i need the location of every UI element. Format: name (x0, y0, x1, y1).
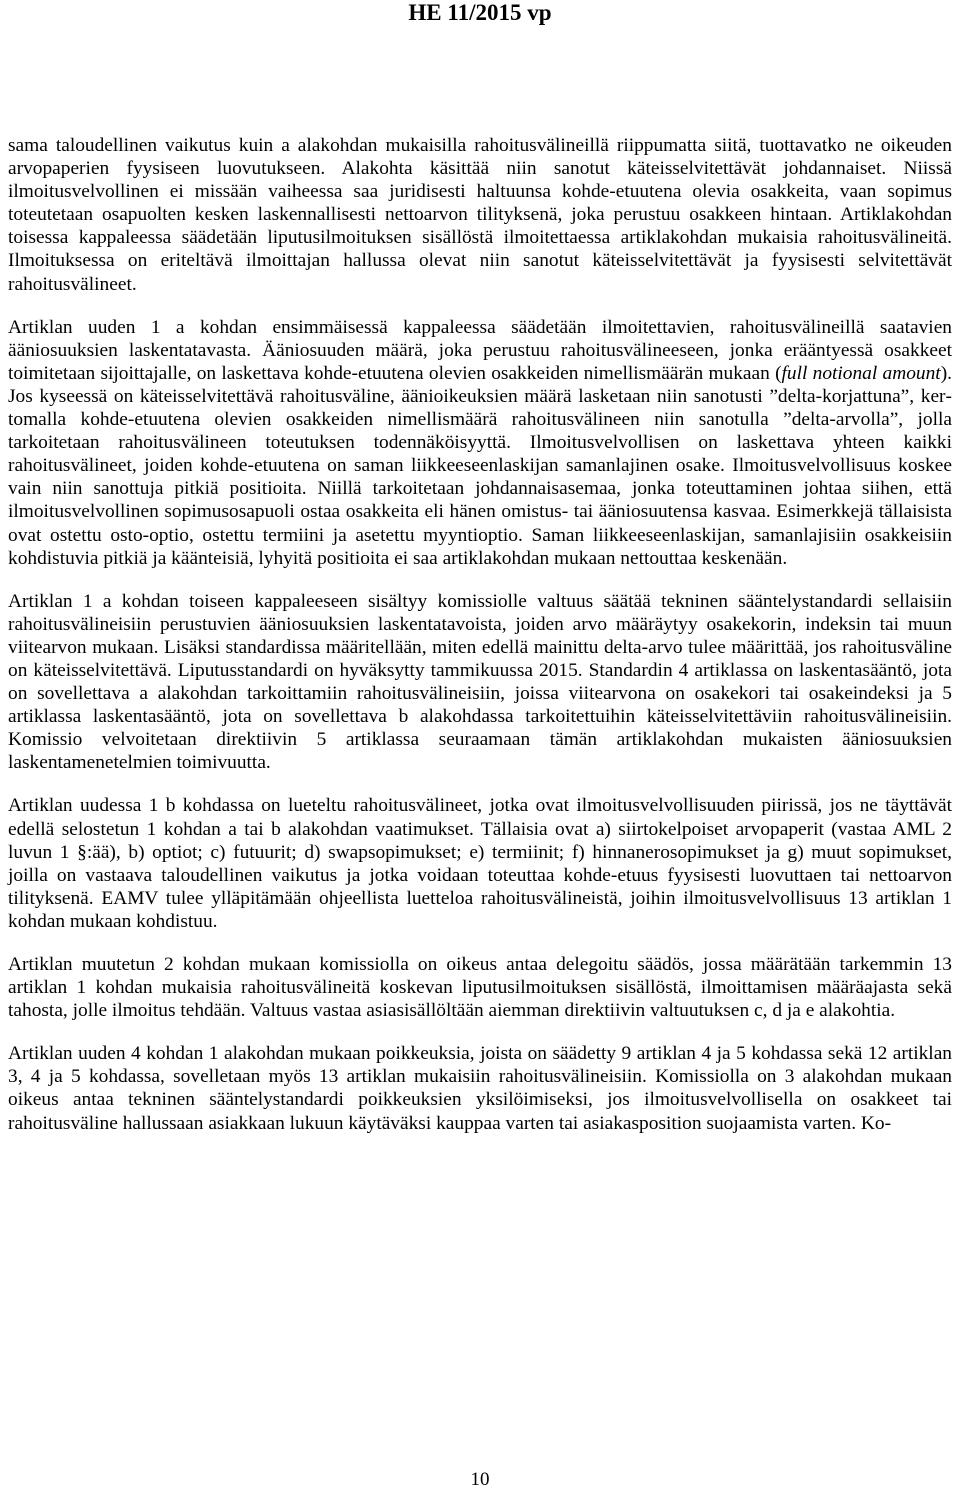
page-footer (0, 1469, 960, 1491)
body-paragraph (8, 1042, 952, 1134)
text-run: Artiklan muutetun 2 kohdan mukaan komissiolla on oikeus antaa delegoitu säädös, jossa määrätään tarkemmin 13 artiklan 1 kohdan mukaisia rahoitusvälineitä koskevan liputusilmoituksen sisällöstä, ilmoittamisen määräajasta sekä tahosta, jolle ilmoitus tehdään. Valtuus vastaa asiasisällöltään aiemman direktiivin valtuutuksen c, d ja e alakohtia. (8, 954, 952, 1022)
body-paragraph (8, 794, 952, 933)
document-header (0, 0, 960, 26)
page-number: 10 (470, 1469, 490, 1490)
text-run: Artiklan uuden 4 kohdan 1 alakohdan mukaan poikkeuksia, joista on säädetty 9 artiklan 4 ja 5 kohdassa sekä 12 artiklan 3, 4 ja 5 kohdassa, sovelletaan myös 13 artiklan mukaisiin rahoitusvälineisiin. Komissiolla on 3 alakohdan mukaan oikeus antaa tekninen sääntelystandardi poikkeuksien yksilöimiseksi, jos ilmoitusvelvollisella on osakkeet tai rahoitusväline hallussaan asiakkaan lukuun käytäväksi kauppaa varten tai asiakasposition suojaamista varten. Ko- (8, 1043, 952, 1134)
body-paragraph (8, 590, 952, 775)
body-paragraph (8, 316, 952, 570)
text-run: Artiklan uuden 1 a kohdan ensimmäisessä kappaleessa säädetään ilmoitettavien, rahoitusvälineillä saatavien ääniosuuksien laskentatavasta. Ääniosuuden määrä, joka perustuu rahoitusvälineeseen, jonka erääntyessä osakkeet toimitetaan sijoittajalle, on laskettava kohde-etuutena olevien osakkeiden nimellismäärän mukaan ( (8, 316, 952, 384)
text-run: Artiklan uudessa 1 b kohdassa on lueteltu rahoitusvälineet, jotka ovat ilmoitusvelvollisuuden piirissä, jos ne täyttävät edellä selostetun 1 kohdan a tai b alakohdan vaatimukset. Tällaisia ovat a) siirtokelpoiset arvopaperit (vastaa AML 2 luvun 1 §:ää), b) optiot; c) futuurit; d) swapsopimukset; e) termiinit; f) hinnanerosopimukset ja g) muut sopimukset, joilla on vastaava taloudellinen vaikutus ja jotka voidaan toteuttaa kohde-etuus fyysisesti luovuttaen tai nettoarvon tilityksenä. EAMV tulee ylläpitämään ohjeellista luetteloa rahoitusvälineistä, joihin ilmoitusvelvollisuus 13 artiklan 1 kohdan mukaan kohdistuu. (8, 795, 952, 932)
text-run: ). Jos kyseessä on käteisselvitettävä rahoitusväline, äänioikeuksien määrä lasketaan niin sanotusti ”delta-korjattuna”, kertomalla kohde-etuutena olevien osakkeiden nimellismäärä rahoitusvälineen niin sanotulla ”delta-arvolla”, jolla tarkoitetaan rahoitusvälineen toteutuksen todennäköisyyttä. Ilmoitusvelvollisen on laskettava yhteen kaikki rahoitusvälineet, joiden kohde-etuutena on saman liikkeeseenlaskijan samanlajinen osake. Ilmoitusvelvollisuus koskee vain niin sanottuja pitkiä positioita. Niillä tarkoitetaan johdannaisasemaa, jonka toteuttaminen johtaa siihen, että ilmoitusvelvollinen sopimusosapuoli ostaa osakkeita eli hänen omistus- tai ääniosuutensa kasvaa. Esimerkkejä tällaisista ovat ostettu osto-optio, ostettu termiini ja asetettu myyntioptio. Saman liikkeeseenlaskijan, samanlajisiin osakkeisiin kohdistuvia pitkiä ja käänteisiä, lyhyitä positioita ei saa artiklakohdan mukaan nettouttaa keskenään. (8, 362, 952, 569)
text-run: Artiklan 1 a kohdan toiseen kappaleeseen sisältyy komissiolle valtuus säätää tekninen sääntelystandardi sellaisiin rahoitusvälineisiin perustuvien ääniosuuksien laskentatavoista, joiden arvo määräytyy osakekorin, indeksin tai muun viitearvon mukaan. Lisäksi standardissa määritellään, miten edellä mainittu delta-arvo tulee määrittää, jos rahoitusväline on käteisselvitettävä. Liputusstandardi on hyväksytty tammikuussa 2015. Standardin 4 artiklassa on laskentasääntö, jota on sovellettava a alakohdan tarkoittamiin rahoitusvälineisiin, joissa viitearvona on osakekori tai osakeindeksi ja 5 artiklassa laskentasääntö, jota on sovellettava b alakohdassa tarkoitettuihin käteisselvitettäviin rahoitusvälineisiin. Komissio velvoitetaan direktiivin 5 artiklassa seuraamaan tämän artiklakohdan mukaisten ääniosuuksien laskentamenetelmien toimivuutta. (8, 590, 952, 774)
body-paragraph (8, 953, 952, 1022)
italic-text-run: full notional amount (781, 362, 941, 384)
document-reference-title: HE 11/2015 vp (408, 0, 552, 25)
body-paragraph (8, 134, 952, 296)
text-run: sama taloudellinen vaikutus kuin a alakohdan mukaisilla rahoitusvälineillä riippumatta siitä, tuottavatko ne oikeuden arvopaperien fyysiseen luovutukseen. Alakohta käsittää niin sanotut käteisselvitettävät johdannaiset. Niissä ilmoitusvelvollinen ei missään vaiheessa saa juridisesti haltuunsa kohde-etuutena olevia osakkeita, vaan sopimus toteutetaan osapuolten kesken laskennallisesti nettoarvon tilityksenä, joka perustuu osakkeen hintaan. Artiklakohdan toisessa kappaleessa säädetään liputusilmoituksen sisällöstä ilmoitettaessa artiklakohdan mukaisia rahoitusvälineitä. Ilmoituksessa on eriteltävä ilmoittajan hallussa olevat niin sanotut käteisselvitettävät ja fyysisesti selvitettävät rahoitusvälineet. (8, 135, 952, 295)
document-body (8, 134, 952, 1155)
